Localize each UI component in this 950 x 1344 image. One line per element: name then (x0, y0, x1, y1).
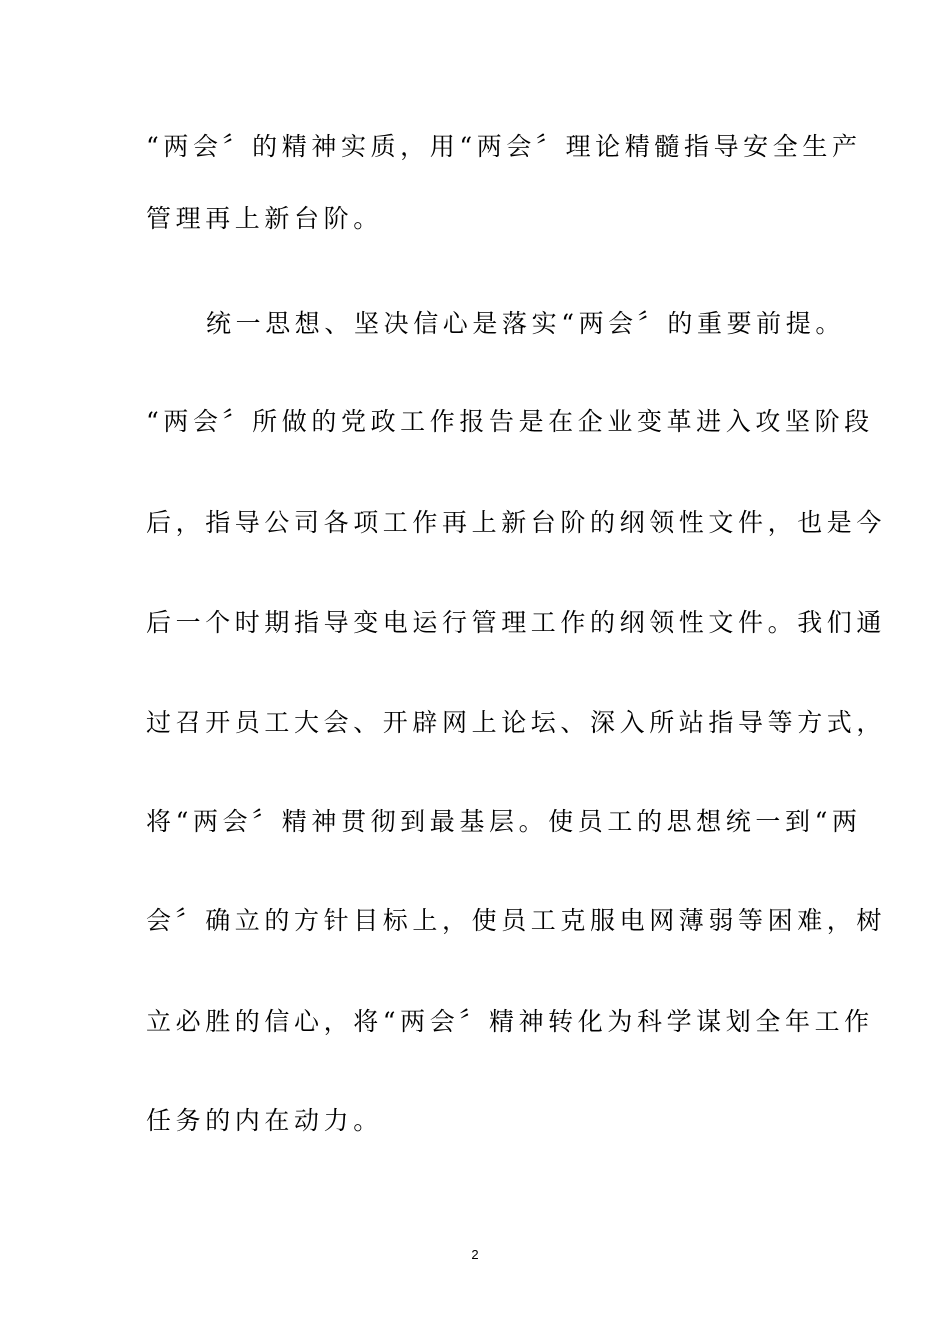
paragraph-line-10: 立必胜的信心，将“两会〞精神转化为科学谋划全年工作 (146, 1007, 874, 1036)
paragraph-line-9: 会〞确立的方针目标上，使员工克服电网薄弱等困难，树 (146, 906, 887, 935)
paragraph-line-3: 统一思想、坚决信心是落实“两会〞的重要前提。 (206, 309, 845, 338)
paragraph-line-5: 后，指导公司各项工作再上新台阶的纲领性文件，也是今 (146, 508, 887, 537)
paragraph-line-8: 将“两会〞精神贯彻到最基层。使员工的思想统一到“两 (146, 807, 862, 836)
paragraph-line-6: 后一个时期指导变电运行管理工作的纲领性文件。我们通 (146, 608, 887, 637)
paragraph-line-11: 任务的内在动力。 (146, 1106, 383, 1135)
paragraph-line-1: “两会〞的精神实质，用“两会〞理论精髓指导安全生产 (146, 132, 862, 161)
paragraph-line-7: 过召开员工大会、开辟网上论坛、深入所站指导等方式， (146, 708, 887, 737)
paragraph-line-4: “两会〞所做的党政工作报告是在企业变革进入攻坚阶段 (146, 407, 874, 436)
paragraph-line-2: 管理再上新台阶。 (146, 204, 383, 233)
page-number: 2 (471, 1247, 479, 1262)
